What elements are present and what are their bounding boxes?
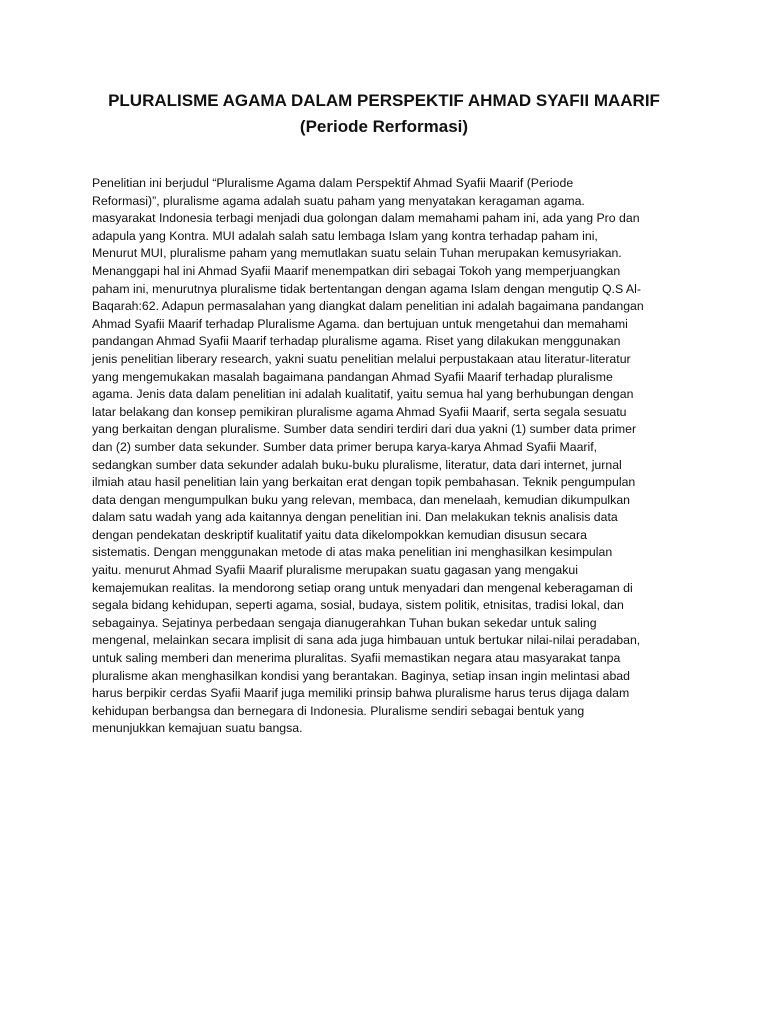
abstract-paragraph — [92, 175, 676, 738]
abstract-line: harus berpikir cerdas Syafii Maarif juga memiliki prinsip bahwa pluralisme harus terus dijaga dalam — [92, 686, 630, 701]
abstract-line: menunjukkan kemajuan suatu bangsa. — [92, 721, 303, 736]
abstract-line: mengenal, melainkan secara implisit di sana ada juga himbauan untuk bertukar nilai-nilai peradaban, — [92, 633, 641, 648]
abstract-line: dan (2) sumber data sekunder. Sumber data primer berupa karya-karya Ahmad Syafii Maarif, — [92, 439, 598, 454]
abstract-line: Penelitian ini berjudul “Pluralisme Agama dalam Perspektif Ahmad Syafii Maarif (Periode — [92, 176, 574, 190]
abstract-line: sebagainya. Sejatinya perbedaan sengaja dianugerahkan Tuhan bukan sekedar untuk saling — [92, 615, 597, 630]
abstract-line: kehidupan berbangsa dan bernegara di Indonesia. Pluralisme sendiri sebagai bentuk yang — [92, 703, 585, 718]
title-line-subtitle: (Periode Rerformasi) — [299, 117, 469, 136]
abstract-line: untuk saling memberi dan menerima pluralitas. Syafii memastikan negara atau masyarakat tanpa — [92, 651, 621, 666]
abstract-line: agama. Jenis data dalam penelitian ini adalah kualitatif, yaitu semua hal yang berhubungan dengan — [92, 387, 634, 402]
abstract-line: yaitu. menurut Ahmad Syafii Maarif pluralisme merupakan suatu gagasan yang mengakui — [92, 563, 578, 578]
abstract-line: sedangkan sumber data sekunder adalah buku-buku pluralisme, literatur, data dari internet, jurnal — [92, 457, 622, 472]
abstract-line: segala bidang kehidupan, seperti agama, sosial, budaya, sistem politik, etnisitas, tradisi lokal, dan — [92, 598, 624, 613]
abstract-line: data dengan mengumpulkan buku yang relevan, membaca, dan menelaah, kemudian dikumpulkan — [92, 492, 630, 507]
title-line-main: PLURALISME AGAMA DALAM PERSPEKTIF AHMAD SYAFII MAARIF — [108, 91, 660, 110]
abstract-line: Reformasi)”, pluralisme agama adalah suatu paham yang menyatakan keragaman agama. — [92, 193, 585, 208]
abstract-line: kemajemukan realitas. Ia mendorong setiap orang untuk menyadari dan mengenal keberagaman di — [92, 580, 633, 595]
abstract-line: yang berkaitan dengan pluralisme. Sumber data sendiri terdiri dari dua yakni (1) sumber data primer — [92, 422, 637, 437]
abstract-line: Menanggapi hal ini Ahmad Syafii Maarif menempatkan diri sebagai Tokoh yang memperjuangkan — [92, 263, 621, 278]
abstract-line: ilmiah atau hasil penelitian lain yang berkaitan erat dengan topik pembahasan. Teknik pengumpulan — [92, 475, 636, 490]
abstract-line: Ahmad Syafii Maarif terhadap Pluralisme Agama. dan bertujuan untuk mengetahui dan memahami — [92, 316, 628, 331]
abstract-line: adapula yang Kontra. MUI adalah salah satu lembaga Islam yang kontra terhadap paham ini, — [92, 228, 598, 243]
abstract-line: pluralisme akan menghasilkan kondisi yang berantakan. Baginya, setiap insan ingin melintasi abad — [92, 668, 630, 683]
abstract-line: paham ini, menurutnya pluralisme tidak bertentangan dengan agama Islam dengan mengutip Q.S Al- — [92, 281, 641, 296]
abstract-line: latar belakang dan konsep pemikiran pluralisme agama Ahmad Syafii Maarif, serta segala sesuatu — [92, 404, 627, 419]
document-title — [60, 88, 708, 140]
abstract-line: pandangan Ahmad Syafii Maarif terhadap pluralisme agama. Riset yang dilakukan menggunakan — [92, 334, 621, 349]
abstract-line: sistematis. Dengan menggunakan metode di atas maka penelitian ini menghasilkan kesimpulan — [92, 545, 613, 560]
abstract-line: Baqarah:62. Adapun permasalahan yang diangkat dalam penelitian ini adalah bagaimana pandangan — [92, 299, 644, 314]
abstract-line: masyarakat Indonesia terbagi menjadi dua golongan dalam memahami paham ini, ada yang Pro dan — [92, 211, 640, 226]
abstract-line: dalam satu wadah yang ada kaitannya dengan penelitian ini. Dan melakukan teknis analisis data — [92, 510, 618, 525]
abstract-line: Menurut MUI, pluralisme paham yang memutlakan suatu selain Tuhan merupakan kemusyriakan. — [92, 246, 622, 261]
abstract-line: dengan pendekatan deskriptif kualitatif yaitu data dikelompokkan kemudian disusun secara — [92, 527, 587, 542]
abstract-line: yang mengemukakan masalah bagaimana pandangan Ahmad Syafii Maarif terhadap pluralisme — [92, 369, 613, 384]
abstract-line: jenis penelitian liberary research, yakni suatu penelitian melalui perpustakaan atau literatur-literatur — [92, 351, 631, 366]
